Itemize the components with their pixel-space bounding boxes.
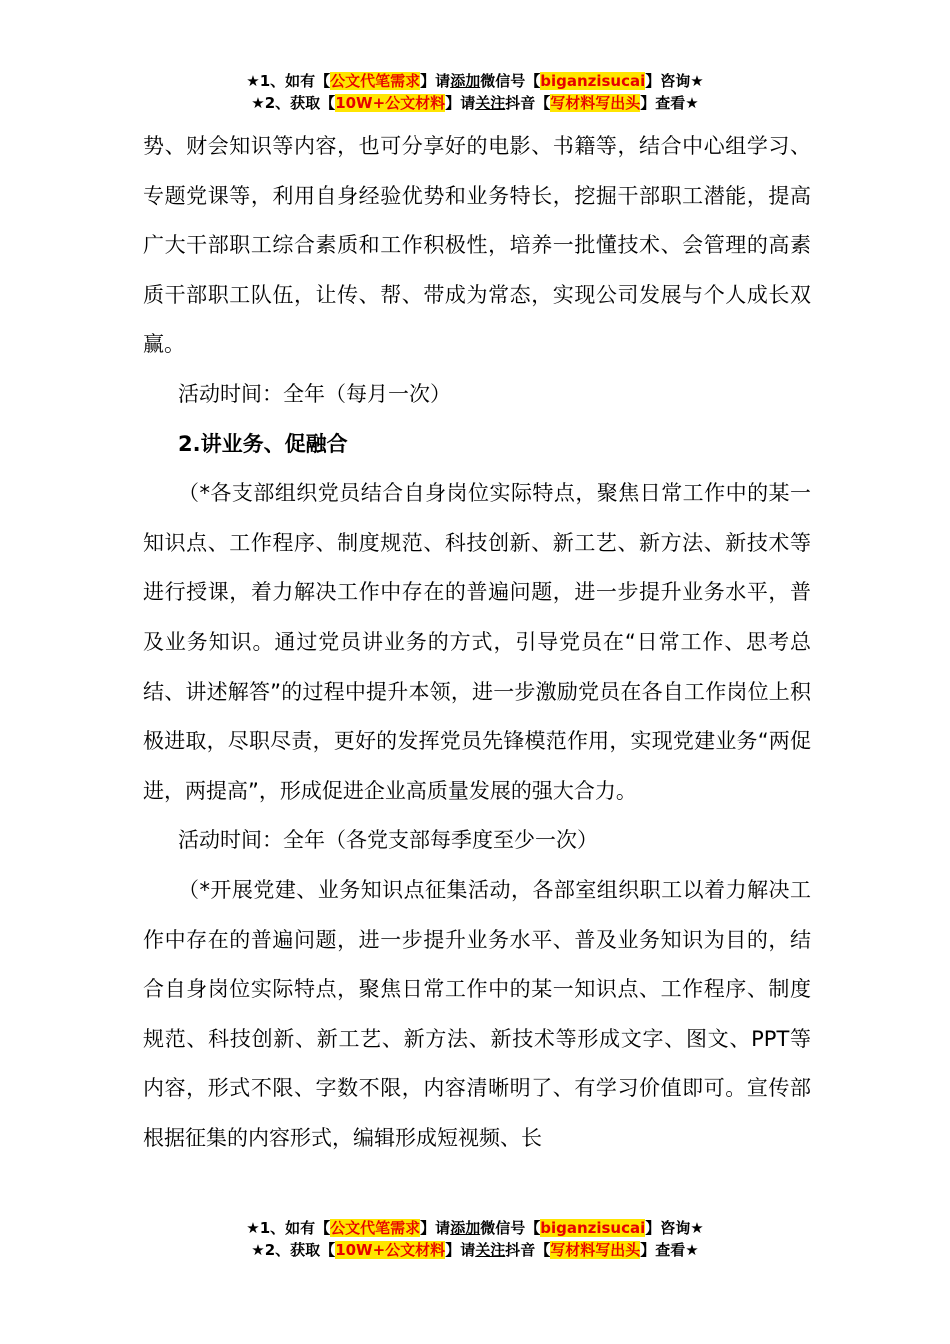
banner-text: 抖音【: [505, 94, 551, 112]
banner-line-1: [0, 1217, 950, 1239]
banner-text: 微信号【: [480, 1219, 541, 1237]
paragraph: 势、财会知识等内容，也可分享好的电影、书籍等，结合中心组学习、专题党课等，利用自身经验优势和业务特长，挖掘干部职工潜能，提高广大干部职工综合素质和工作积极性，培养一批懂技术、会管理的高素质干部职工队伍，让传、帮、带成为常态，实现公司发展与个人成长双赢。: [143, 134, 811, 357]
banner-line-1: [0, 70, 950, 92]
highlight-materials: 10W+公文材料: [335, 1241, 446, 1259]
banner-text: 】请: [420, 1219, 451, 1237]
banner-line-2: [0, 92, 950, 114]
banner-text: ★2、获取【: [251, 1241, 336, 1259]
paragraph: （*开展党建、业务知识点征集活动，各部室组织职工以着力解决工作中存在的普遍问题，进一步提升业务水平、普及业务知识为目的，结合自身岗位实际特点，聚焦日常工作中的某一知识点、工作程序、制度规范、科技创新、新工艺、新方法、新技术等形成文字、图文、PPT等内容，形式不限、字数不限，内容清晰明了、有学习价值即可。宣传部根据征集的内容形式，编辑形成短视频、长: [143, 877, 811, 1150]
activity-time: 活动时间：全年（各党支部每季度至少一次）: [178, 828, 598, 853]
banner-text: 】咨询★: [645, 72, 704, 90]
header-banner: [0, 70, 950, 114]
highlight-service: 公文代笔需求: [330, 72, 421, 90]
footer-banner: [0, 1217, 950, 1261]
banner-text: 】咨询★: [645, 1219, 704, 1237]
section-heading: 2.讲业务、促融合: [178, 431, 348, 456]
highlight-wechat-id: biganzisucai: [540, 72, 646, 90]
banner-text: 】请: [445, 94, 476, 112]
highlight-materials: 10W+公文材料: [335, 94, 446, 112]
banner-text: 微信号【: [480, 72, 541, 90]
banner-text: 】请: [445, 1241, 476, 1259]
underlined-text: 关注: [475, 1241, 506, 1259]
banner-text: 抖音【: [505, 1241, 551, 1259]
banner-text: ★1、如有【: [246, 72, 331, 90]
banner-text: 】请: [420, 72, 451, 90]
highlight-wechat-id: biganzisucai: [540, 1219, 646, 1237]
banner-text: 】查看★: [640, 1241, 699, 1259]
activity-time: 活动时间：全年（每月一次）: [178, 381, 451, 406]
banner-text: 】查看★: [640, 94, 699, 112]
document-body: [143, 122, 811, 1163]
highlight-douyin-id: 写材料写出头: [550, 1241, 641, 1259]
banner-text: ★1、如有【: [246, 1219, 331, 1237]
paragraph: （*各支部组织党员结合自身岗位实际特点，聚焦日常工作中的某一知识点、工作程序、制度规范、科技创新、新工艺、新方法、新技术等进行授课，着力解决工作中存在的普遍问题，进一步提升业务水平，普及业务知识。通过党员讲业务的方式，引导党员在“日常工作、思考总结、讲述解答”的过程中提升本领，进一步激励党员在各自工作岗位上积极进取，尽职尽责，更好的发挥党员先锋模范作用，实现党建业务“两促进，两提高”，形成促进企业高质量发展的强大合力。: [143, 481, 811, 803]
underlined-text: 关注: [475, 94, 506, 112]
banner-line-2: [0, 1239, 950, 1261]
underlined-text: 添加: [450, 72, 481, 90]
highlight-douyin-id: 写材料写出头: [550, 94, 641, 112]
highlight-service: 公文代笔需求: [330, 1219, 421, 1237]
banner-text: ★2、获取【: [251, 94, 336, 112]
underlined-text: 添加: [450, 1219, 481, 1237]
